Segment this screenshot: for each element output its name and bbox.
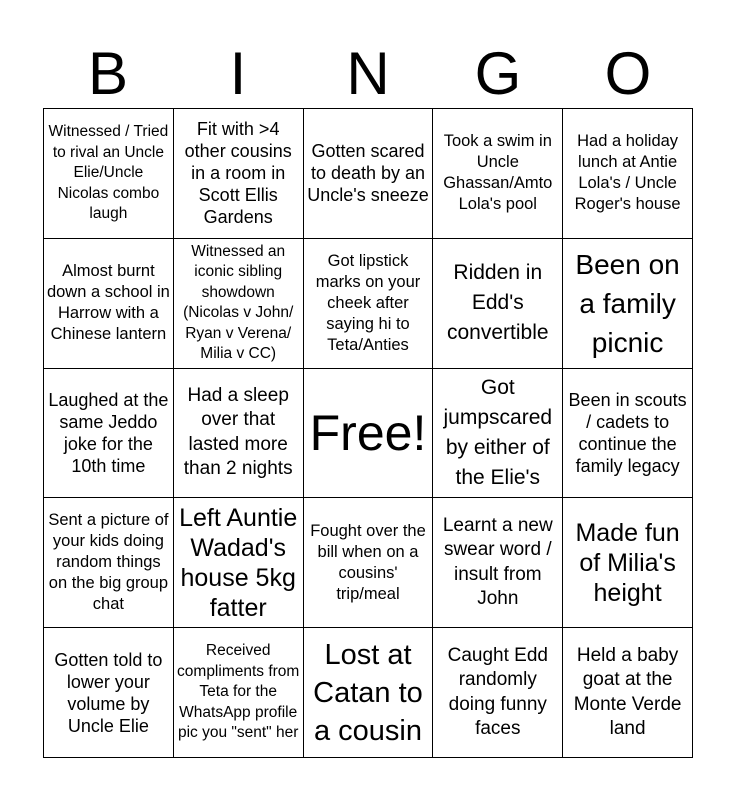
bingo-board — [43, 108, 693, 758]
cell-text: Caught Edd randomly doing funny faces — [447, 644, 548, 740]
header-letter-i: I — [229, 40, 247, 107]
header-letter-n: N — [346, 40, 390, 107]
bingo-cell[interactable] — [174, 498, 304, 628]
bingo-cell[interactable] — [433, 498, 563, 628]
bingo-cell[interactable] — [174, 239, 304, 369]
header-letter-o: O — [604, 40, 652, 107]
bingo-cell[interactable] — [174, 628, 304, 758]
bingo-cell[interactable] — [44, 628, 174, 758]
bingo-cell[interactable] — [563, 369, 693, 499]
bingo-cell[interactable] — [433, 369, 563, 499]
bingo-cell[interactable] — [304, 628, 434, 758]
cell-text: Made fun of Milia's height — [575, 518, 680, 607]
bingo-cell[interactable] — [304, 498, 434, 628]
cell-text: Ridden in Edd's convertible — [447, 261, 549, 345]
bingo-cell[interactable] — [563, 239, 693, 369]
cell-text: Lost at Catan to a cousin — [313, 638, 423, 747]
cell-text: Had a holiday lunch at Antie Lola's / Uncle Roger's house — [574, 132, 681, 214]
cell-text: Got jumpscared by either of the Elie's — [443, 375, 553, 489]
bingo-cell[interactable] — [563, 498, 693, 628]
cell-text: Sent a picture of your kids doing random things on the big group chat — [48, 511, 169, 614]
bingo-header — [43, 40, 693, 108]
cell-text: Witnessed an iconic sibling showdown (Nicolas v John/ Ryan v Verena/ Milia v CC) — [183, 242, 294, 363]
cell-text: Almost burnt down a school in Harrow with a Chinese lantern — [46, 262, 170, 344]
cell-text: Gotten told to lower your volume by Uncle Elie — [54, 649, 163, 736]
cell-text: Took a swim in Uncle Ghassan/Amto Lola's pool — [443, 132, 553, 214]
cell-text: Held a baby goat at the Monte Verde land — [573, 644, 682, 740]
cell-text: Left Auntie Wadad's house 5kg fatter — [179, 503, 298, 622]
cell-text: Got lipstick marks on your cheek after saying hi to Teta/Anties — [315, 251, 421, 354]
bingo-cell[interactable] — [563, 109, 693, 239]
cell-text: Fit with >4 other cousins in a room in Scott Ellis Gardens — [184, 119, 292, 228]
header-letter-g: G — [474, 40, 522, 107]
cell-text: Had a sleep over that lasted more than 2 nights — [183, 384, 293, 480]
bingo-cell[interactable] — [44, 109, 174, 239]
bingo-cell[interactable] — [44, 498, 174, 628]
free-space[interactable] — [304, 369, 434, 499]
bingo-cell[interactable] — [174, 369, 304, 499]
cell-text: Witnessed / Tried to rival an Uncle Elie/Uncle Nicolas combo laugh — [48, 123, 169, 223]
bingo-cell[interactable] — [563, 628, 693, 758]
bingo-cell[interactable] — [304, 109, 434, 239]
bingo-cell[interactable] — [433, 109, 563, 239]
cell-text: Laughed at the same Jeddo joke for the 10th time — [48, 389, 169, 476]
header-letter-b: B — [87, 40, 129, 107]
bingo-cell[interactable] — [44, 239, 174, 369]
bingo-cell[interactable] — [44, 369, 174, 499]
bingo-cell[interactable] — [174, 109, 304, 239]
cell-text: Learnt a new swear word / insult from John — [442, 514, 553, 610]
bingo-cell[interactable] — [433, 628, 563, 758]
cell-text: Fought over the bill when on a cousins' trip/meal — [310, 521, 426, 603]
free-space-text: Free! — [309, 404, 427, 461]
cell-text: Been on a family picnic — [575, 248, 680, 358]
cell-text: Been in scouts / cadets to continue the family legacy — [568, 389, 687, 476]
cell-text: Gotten scared to death by an Uncle's sneeze — [307, 141, 429, 206]
cell-text: Received compliments from Teta for the WhatsApp profile pic you "sent" her — [177, 642, 300, 742]
bingo-cell[interactable] — [433, 239, 563, 369]
bingo-cell[interactable] — [304, 239, 434, 369]
